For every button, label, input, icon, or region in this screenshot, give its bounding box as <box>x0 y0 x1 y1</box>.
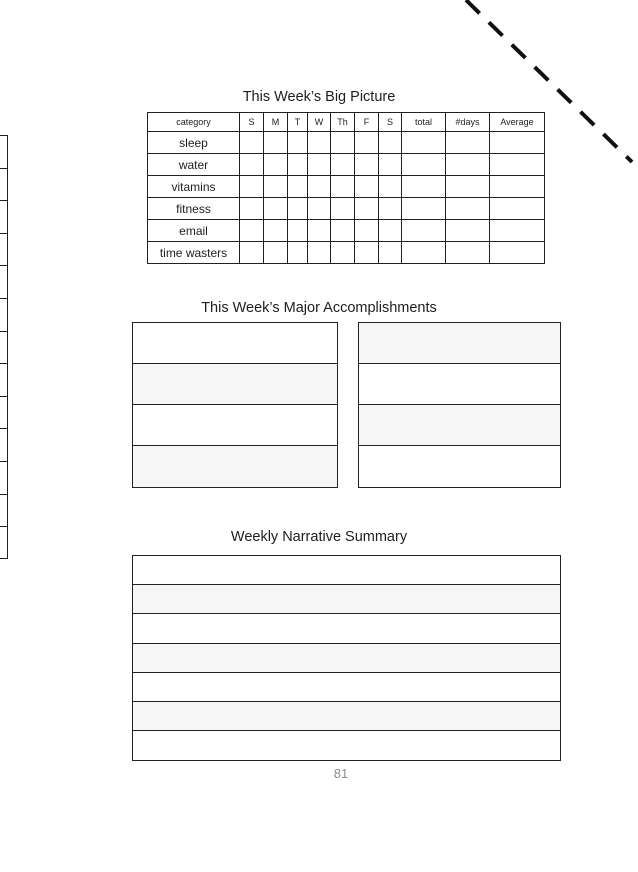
entry-cell[interactable] <box>402 198 446 220</box>
narrative-line[interactable] <box>133 702 560 731</box>
category-label: fitness <box>148 198 240 220</box>
entry-cell[interactable] <box>240 176 264 198</box>
entry-cell[interactable] <box>490 198 545 220</box>
entry-cell[interactable] <box>355 132 379 154</box>
fragment-row <box>0 428 8 461</box>
column-header: T <box>288 113 308 132</box>
entry-cell[interactable] <box>379 132 402 154</box>
entry-cell[interactable] <box>402 132 446 154</box>
entry-cell[interactable] <box>288 242 308 264</box>
entry-cell[interactable] <box>402 242 446 264</box>
entry-cell[interactable] <box>490 132 545 154</box>
accomplishment-box[interactable] <box>359 446 560 487</box>
entry-cell[interactable] <box>379 154 402 176</box>
entry-cell[interactable] <box>264 198 288 220</box>
entry-cell[interactable] <box>240 220 264 242</box>
entry-cell[interactable] <box>379 198 402 220</box>
table-row <box>148 154 545 176</box>
narrative-lines <box>132 555 561 761</box>
fragment-row <box>0 494 8 527</box>
column-header: W <box>308 113 331 132</box>
entry-cell[interactable] <box>331 242 355 264</box>
entry-cell[interactable] <box>308 198 331 220</box>
column-header: total <box>402 113 446 132</box>
accomplishments-right-column <box>358 322 561 488</box>
entry-cell[interactable] <box>264 132 288 154</box>
entry-cell[interactable] <box>240 154 264 176</box>
column-header: S <box>379 113 402 132</box>
category-label: water <box>148 154 240 176</box>
entry-cell[interactable] <box>331 154 355 176</box>
adjacent-page-table-fragment <box>0 135 8 583</box>
column-header: S <box>240 113 264 132</box>
narrative-line[interactable] <box>133 731 560 760</box>
entry-cell[interactable] <box>240 242 264 264</box>
accomplishment-box[interactable] <box>133 323 337 364</box>
entry-cell[interactable] <box>264 242 288 264</box>
fragment-row <box>0 363 8 396</box>
entry-cell[interactable] <box>402 220 446 242</box>
fragment-row <box>0 200 8 233</box>
entry-cell[interactable] <box>490 154 545 176</box>
entry-cell[interactable] <box>355 154 379 176</box>
column-header: #days <box>446 113 490 132</box>
entry-cell[interactable] <box>402 176 446 198</box>
page-number: 81 <box>333 766 349 781</box>
entry-cell[interactable] <box>288 220 308 242</box>
category-label: sleep <box>148 132 240 154</box>
entry-cell[interactable] <box>308 154 331 176</box>
accomplishment-box[interactable] <box>133 364 337 405</box>
entry-cell[interactable] <box>288 198 308 220</box>
entry-cell[interactable] <box>446 176 490 198</box>
entry-cell[interactable] <box>331 198 355 220</box>
entry-cell[interactable] <box>331 220 355 242</box>
category-label: email <box>148 220 240 242</box>
narrative-line[interactable] <box>133 585 560 614</box>
entry-cell[interactable] <box>355 198 379 220</box>
entry-cell[interactable] <box>402 154 446 176</box>
table-header-row <box>148 113 545 132</box>
entry-cell[interactable] <box>240 132 264 154</box>
fragment-row <box>0 396 8 429</box>
big-picture-table <box>147 112 545 264</box>
entry-cell[interactable] <box>446 220 490 242</box>
table-row <box>148 132 545 154</box>
entry-cell[interactable] <box>446 132 490 154</box>
table-row <box>148 220 545 242</box>
entry-cell[interactable] <box>308 176 331 198</box>
entry-cell[interactable] <box>331 132 355 154</box>
entry-cell[interactable] <box>355 220 379 242</box>
narrative-line[interactable] <box>133 614 560 643</box>
entry-cell[interactable] <box>446 242 490 264</box>
entry-cell[interactable] <box>379 220 402 242</box>
entry-cell[interactable] <box>379 242 402 264</box>
entry-cell[interactable] <box>490 242 545 264</box>
accomplishment-box[interactable] <box>359 323 560 364</box>
fragment-row <box>0 233 8 266</box>
entry-cell[interactable] <box>446 154 490 176</box>
entry-cell[interactable] <box>308 242 331 264</box>
column-header: M <box>264 113 288 132</box>
accomplishments-left-column <box>132 322 338 488</box>
table-row <box>148 176 545 198</box>
category-label: vitamins <box>148 176 240 198</box>
entry-cell[interactable] <box>264 154 288 176</box>
accomplishment-box[interactable] <box>133 446 337 487</box>
entry-cell[interactable] <box>355 176 379 198</box>
narrative-title: Weekly Narrative Summary <box>230 529 408 545</box>
accomplishment-box[interactable] <box>359 405 560 446</box>
category-label: time wasters <box>148 242 240 264</box>
entry-cell[interactable] <box>308 132 331 154</box>
entry-cell[interactable] <box>379 176 402 198</box>
table-row <box>148 198 545 220</box>
column-header: category <box>148 113 240 132</box>
narrative-line[interactable] <box>133 644 560 673</box>
entry-cell[interactable] <box>446 198 490 220</box>
column-header: F <box>355 113 379 132</box>
entry-cell[interactable] <box>288 132 308 154</box>
fragment-row <box>0 331 8 364</box>
entry-cell[interactable] <box>331 176 355 198</box>
accomplishments-title: This Week’s Major Accomplishments <box>201 300 437 316</box>
entry-cell[interactable] <box>490 176 545 198</box>
table-row <box>148 242 545 264</box>
entry-cell[interactable] <box>240 198 264 220</box>
entry-cell[interactable] <box>490 220 545 242</box>
entry-cell[interactable] <box>264 220 288 242</box>
column-header: Average <box>490 113 545 132</box>
narrative-line[interactable] <box>133 556 560 585</box>
entry-cell[interactable] <box>308 220 331 242</box>
entry-cell[interactable] <box>355 242 379 264</box>
big-picture-title: This Week’s Big Picture <box>242 89 396 105</box>
entry-cell[interactable] <box>264 176 288 198</box>
column-header: Th <box>331 113 355 132</box>
entry-cell[interactable] <box>288 176 308 198</box>
accomplishment-box[interactable] <box>133 405 337 446</box>
accomplishment-box[interactable] <box>359 364 560 405</box>
narrative-line[interactable] <box>133 673 560 702</box>
fragment-row <box>0 461 8 494</box>
fragment-row <box>0 265 8 298</box>
entry-cell[interactable] <box>288 154 308 176</box>
